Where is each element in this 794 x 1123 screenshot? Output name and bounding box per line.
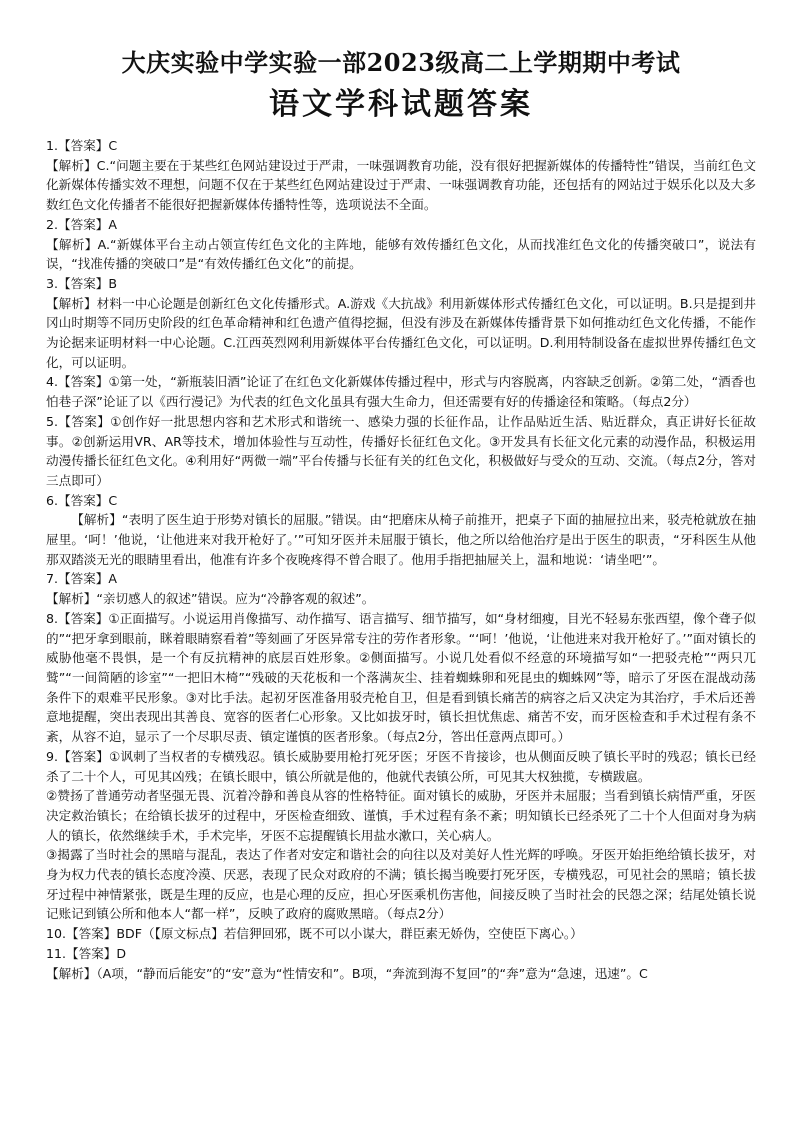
answer-item-1 [46,136,756,215]
answer-explanation: 【解析】“表明了医生迫于形势对镇长的屈服。”错误。由“把磨床从椅子前推开，把桌子下面的抽屉拉出来，驳壳枪就放在抽屉里。‘呵！’他说，‘让他进来对我开枪好了。’”可知牙医并未屈服于镇长，他之所以给他治疗是出于医生的职责，“牙科医生从他那双踏淡无光的眼睛里看出，他准有许多个夜晚疼得不曾合眼了。他用手指把抽屉关上，温和地说：‘请坐吧’”。 [46,512,756,567]
answer-point-3: ③揭露了当时社会的黑暗与混乱，表达了作者对安定和谐社会的向往以及对美好人性光辉的呼唤。牙医开始拒绝给镇长拔牙，对身为权力代表的镇长态度冷漠、厌恶，表现了民众对政府的不满；镇长揭当晚要打死牙医，专横残忍，可见社会的黑暗；镇长拔牙过程中神情紧张，既是生理的反应，也是心理的反应，担心牙医乘机伤害他，间接反映了当时社会的民怨之深；结尾处镇长说记账记到镇公所和他本人“都一样”，反映了政府的腐败黑暗。（每点2分） [46,847,756,922]
answer-head: 3.【答案】B [46,275,118,291]
answer-item-7 [46,569,756,608]
answer-head: 1.【答案】C [46,138,118,153]
answer-item-11 [46,944,756,983]
answer-item-5 [46,412,756,491]
answer-item-3 [46,274,756,373]
answer-explanation: 【解析】材料一中心论题是创新红色文化传播形式。A.游戏《大抗战》利用新媒体形式传播红色文化，可以证明。B.只是提到井冈山时期等不同历史阶段的红色革命精神和红色遗产值得挖掘，但没有涉及在新媒体传播背景下如何推动红色文化传播，不能作为论据来证明材料一中心论题。C.江西英烈网利用新媒体平台传播红色文化，可以证明。D.利用特制设备在虚拟世界传播红色文化，可以证明。 [46,295,756,370]
answer-explanation: 8.【答案】①正面描写。小说运用肖像描写、动作描写、语言描写、细节描写，如“身材细瘦，目光不轻易东张西望，像个聋子似的”“把牙拿到眼前，眯着眼睛察看着”等刻画了牙医异常专注的劳作者形象。“‘呵！’他说，‘让他进来对我开枪好了。’”面对镇长的威胁他毫不畏惧，是一个有反抗精神的底层百姓形象。②侧面描写。小说几处看似不经意的环境描写如“一把驳壳枪”“两只兀鹫”“一间简陋的诊室”“一把旧木椅”“残破的天花板和一个落满灰尘、挂着蜘蛛卵和死昆虫的蜘蛛网”等，暗示了牙医在混战动荡条件下的艰难平民形象。③对比手法。起初牙医准备用驳壳枪自卫，但是看到镇长痛苦的病容之后又决定为其治疗，手术后还善意地提醒，突出表现出其善良、宽容的医者仁心形象。又比如拔牙时，镇长担忧焦虑、痛苦不安，而牙医检查和手术过程有条不紊，从容不迫，显示了一个尽职尽责、镇定谨慎的医者形象。（每点2分，答出任意两点即可。） [46,610,756,745]
answer-explanation: 【解析】C.“问题主要在于某些红色网站建设过于严肃，一味强调教育功能，没有很好把握新媒体的传播特性”错误，当前红色文化新媒体传播实效不理想，问题不仅在于某些红色网站建设过于严肃、一味强调教育功能，还包括有的网站过于娱乐化以及大多数红色文化传播者不能很好把握新媒体传播特性等，选项说法不全面。 [46,157,756,213]
answer-item-8 [46,609,756,747]
answer-explanation: 10.【答案】BDF（【原文标点】若信狎回邪，既不可以小谋大，群臣素无娇伪，空使臣下离心。） [46,926,583,942]
answer-explanation: 【解析】“亲切感人的叙述”错误。应为“冷静客观的叙述”。 [46,591,375,607]
answer-explanation: 5.【答案】①创作好一批思想内容和艺术形式和谐统一、感染力强的长征作品，让作品贴近生活、贴近群众，真正讲好长征故事。②创新运用VR、AR等技术，增加体验性与互动性，传播好长征红色文化。③开发具有长征文化元素的动漫作品，积极运用动漫传播长征红色文化。④利用好“两微一端”平台传播与长征有关的红色文化，积极做好与受众的互动、交流。（每点2分，答对三点即可） [46,413,756,488]
answer-head: 7.【答案】A [46,571,118,587]
answer-head: 11.【答案】D [46,945,127,961]
answer-item-10 [46,924,756,944]
answer-explanation: 9.【答案】①讽刺了当权者的专横残忍。镇长威胁要用枪打死牙医；牙医不肯接诊，也从侧面反映了镇长平时的残忍；镇长已经杀了二十个人，可见其凶残；在镇长眼中，镇公所就是他的，他就代表镇公所，可见其大权独揽，专横跋扈。 [46,748,756,784]
answers-content [46,136,756,983]
answer-item-2 [46,215,756,274]
answer-item-6 [46,491,756,570]
document-subtitle: 语文学科试题答案 [269,87,533,122]
answer-item-9 [46,747,756,924]
answer-explanation: 【解析】A.“新媒体平台主动占领宣传红色文化的主阵地，能够有效传播红色文化，从而找准红色文化的传播突破口”，说法有误，“找准传播的突破口”是“有效传播红色文化”的前提。 [46,236,756,272]
answer-explanation: 4.【答案】①第一处，“新瓶装旧酒”论证了在红色文化新媒体传播过程中，形式与内容脱离，内容缺乏创新。②第二处，“酒香也怕巷子深”论证了以《西行漫记》为代表的红色文化虽具有强大生命力，但还需要有好的传播途径和策略。（每点2分） [46,374,756,410]
answer-explanation: 【解析】（A项，“静而后能安”的“安”意为“性情安和”。B项，“奔流到海不复回”的“奔”意为“急速，迅速”。C [46,965,648,981]
document-title: 大庆实验中学实验一部2023级高二上学期期中考试 [121,48,681,77]
answer-head: 6.【答案】C [46,492,118,508]
answer-head: 2.【答案】A [46,216,118,232]
answer-point-2: ②赞扬了普通劳动者坚强无畏、沉着冷静和善良从容的性格特征。面对镇长的威胁，牙医并未屈服；当看到镇长病情严重，牙医决定救治镇长；在给镇长拔牙的过程中，牙医检查细致、谨慎，手术过程有条不紊；明知镇长已经杀死了二十个人但面对身为病人的镇长，依然继续手术，手术完毕，牙医不忘提醒镇长用盐水漱口，关心病人。 [46,788,756,843]
answer-item-4 [46,372,756,411]
